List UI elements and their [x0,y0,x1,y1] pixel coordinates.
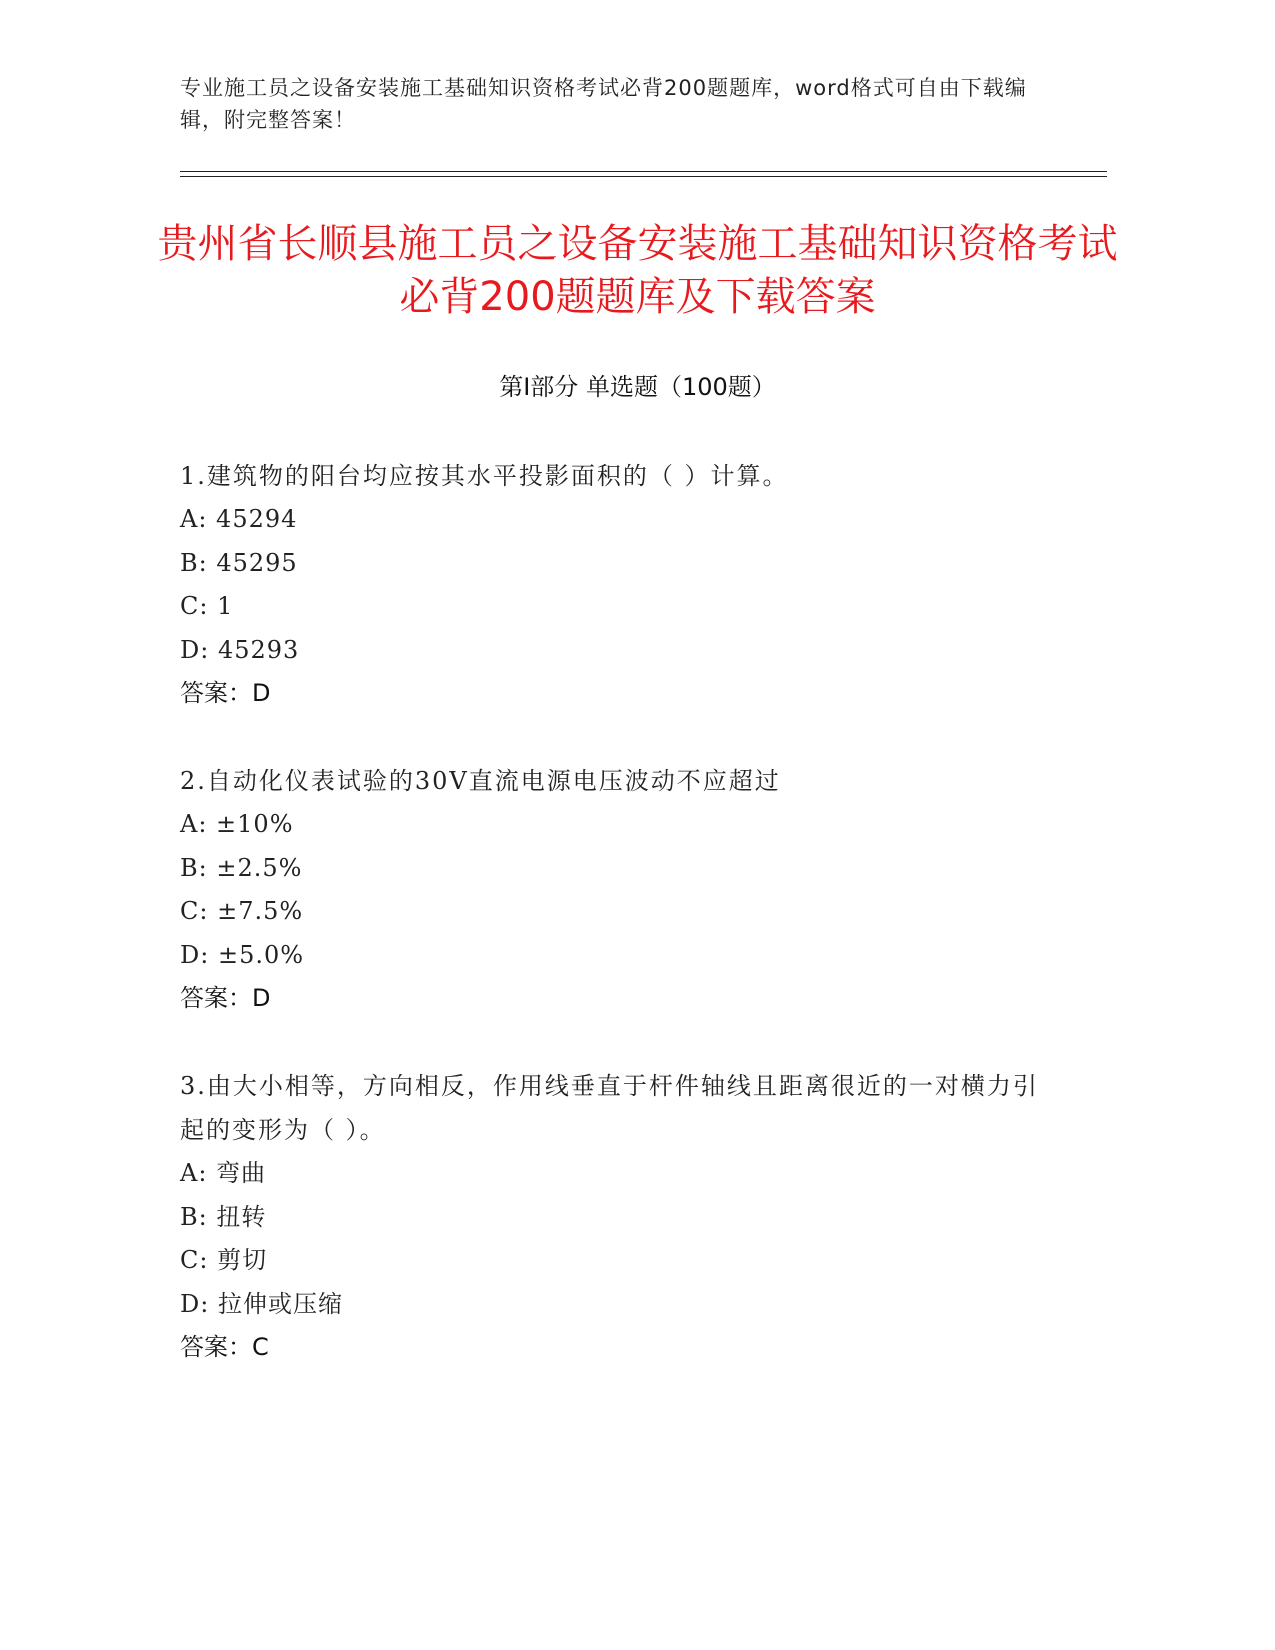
question-item [180,454,1060,716]
option-a: A: 弯曲 [180,1159,267,1187]
section-heading: 第Ⅰ部分 单选题（100题） [499,373,776,401]
header-divider-top [180,171,1107,172]
option-c: C: ±7.5% [180,897,304,925]
question-stem: 2.自动化仪表试验的30V直流电源电压波动不应超过 [180,767,781,795]
option-b: B: ±2.5% [180,853,303,882]
question-item [180,759,1060,1021]
answer-line: 答案：D [180,679,271,707]
answer-line: 答案：C [180,1333,269,1361]
option-a: A: ±10% [180,810,294,838]
document-title: 贵州省长顺县施工员之设备安装施工基础知识资格考试必背200题题库及下载答案 [157,221,1118,320]
header-note: 专业施工员之设备安装施工基础知识资格考试必背200题题库，word格式可自由下载编辑，附完整答案！ [180,76,1027,132]
option-d: D: 拉伸或压缩 [180,1289,343,1318]
header-divider-bottom [180,176,1107,177]
option-d: D: ±5.0% [180,940,305,969]
option-a: A: 45294 [180,505,298,533]
answer-line: 答案：D [180,984,271,1012]
question-stem: 3.由大小相等，方向相反，作用线垂直于杆件轴线且距离很近的一对横力引起的变形为（ ）。 [180,1072,1039,1144]
question-stem: 1.建筑物的阳台均应按其水平投影面积的（ ）计算。 [180,462,789,490]
option-d: D: 45293 [180,635,300,664]
option-b: B: 扭转 [180,1202,267,1231]
option-c: C: 1 [180,592,234,620]
option-c: C: 剪切 [180,1246,268,1274]
option-b: B: 45295 [180,548,298,577]
question-item [180,1064,1060,1370]
